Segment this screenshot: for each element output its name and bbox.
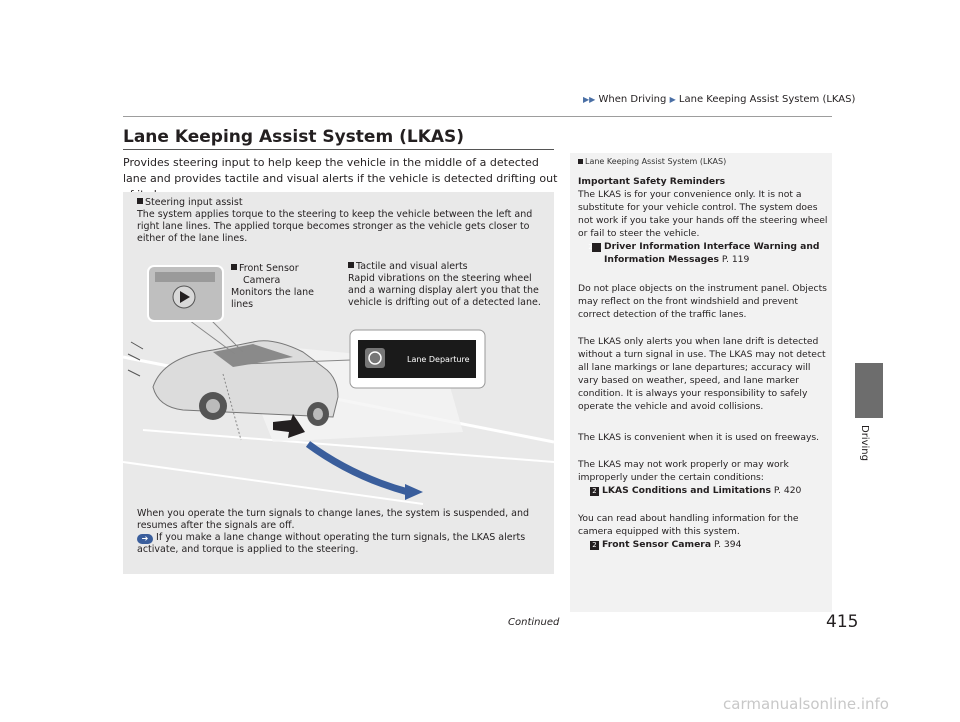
alerts-heading: Tactile and visual alerts: [356, 261, 468, 272]
camera-callout: [231, 263, 326, 311]
note-paragraph: Do not place objects on the instrument panel. Objects may reflect on the front windshield and prevent correct detection of the traffic lanes.: [578, 283, 827, 320]
reference-arrow-icon: 2: [590, 487, 599, 496]
conditions-note: [578, 458, 828, 497]
reference-title[interactable]: Driver Information Interface Warning and Information Messages: [604, 241, 820, 265]
safety-title: Important Safety Reminders: [578, 176, 726, 187]
notes-heading-text: Lane Keeping Assist System (LKAS): [585, 157, 727, 166]
title-divider: [123, 149, 554, 150]
breadcrumb-section[interactable]: When Driving: [598, 94, 667, 105]
notes-heading: [578, 157, 726, 166]
breadcrumb-arrow-icon: ▶▶: [583, 95, 596, 104]
safety-reminders: [578, 175, 828, 266]
header-divider: [123, 116, 832, 117]
reference-page[interactable]: P. 420: [773, 485, 802, 496]
chapter-label: Driving: [859, 425, 870, 461]
turn-signal-text: When you operate the turn signals to change lanes, the system is suspended, and resumes after the signals are off.: [137, 508, 530, 531]
steering-wheel-warning-icon: [365, 348, 385, 368]
camera-note: [578, 512, 828, 551]
alerts-callout: [348, 261, 546, 309]
note-paragraph: The LKAS may not work properly or may work improperly under the certain conditions:: [578, 459, 789, 483]
bullet-square-icon: [348, 262, 354, 268]
turn-signal-icon: ➔: [137, 534, 153, 544]
note-paragraph: The LKAS is convenient when it is used on freeways.: [578, 432, 820, 443]
note-paragraph: The LKAS is for your convenience only. It is not a substitute for your vehicle control. The system does not work if you take your hands off the steering wheel or fail to steer the vehicle.: [578, 189, 828, 239]
cross-reference[interactable]: [590, 538, 828, 551]
steering-heading: Steering input assist: [145, 197, 243, 208]
cross-reference[interactable]: [590, 240, 828, 266]
breadcrumb: [583, 94, 855, 105]
bullet-square-icon: [578, 159, 583, 164]
turn-signal-note: [137, 508, 549, 556]
alerts-text: Rapid vibrations on the steering wheel and a warning display alert you that the vehicle is drifting out of a detected lane.: [348, 273, 541, 308]
camera-heading-2: Camera: [243, 275, 281, 286]
reference-page[interactable]: P. 119: [721, 254, 750, 265]
reference-arrow-icon: 2: [592, 243, 601, 252]
continued-label: Continued: [508, 617, 560, 628]
camera-heading: Front Sensor: [239, 263, 299, 274]
intro-paragraph: Provides steering input to help keep the vehicle in the middle of a detected lane and provides tactile and visual alerts if the vehicle is detected drifting out: [123, 156, 558, 185]
reference-arrow-icon: 2: [590, 541, 599, 550]
cross-reference[interactable]: [590, 484, 828, 497]
steering-arrow-icon: [308, 444, 408, 492]
watermark: carmanualsonline.info: [723, 695, 889, 713]
breadcrumb-arrow-icon: ▶: [669, 95, 676, 104]
note-paragraph: The LKAS only alerts you when lane drift is detected without a turn signal in use. The LKAS may not detect all lane markings or lane departures; accuracy will vary based on weather, speed, and lane marker condition. It is always your responsibility to safely operate the vehicle and avoid collisions.: [578, 336, 826, 412]
bullet-square-icon: [231, 264, 237, 270]
page-title: Lane Keeping Assist System (LKAS): [123, 127, 465, 147]
camera-text: Monitors the lane lines: [231, 287, 315, 310]
chapter-tab[interactable]: [855, 363, 883, 418]
display-label: Lane Departure: [407, 355, 470, 364]
reference-title[interactable]: LKAS Conditions and Limitations: [602, 485, 771, 496]
lane-change-text: If you make a lane change without operating the turn signals, the LKAS alerts activate, and torque is applied to the steering.: [137, 532, 526, 555]
reference-title[interactable]: Front Sensor Camera: [602, 539, 712, 550]
steering-text: The system applies torque to the steering to keep the vehicle between the left and right lane lines. The applied torque becomes stronger as the vehicle gets closer to either of the lane lines.: [137, 209, 533, 244]
reference-page[interactable]: P. 394: [713, 539, 742, 550]
note-paragraph: You can read about handling information for the camera equipped with this system.: [578, 513, 799, 537]
page-number: 415: [826, 612, 859, 632]
breadcrumb-topic[interactable]: Lane Keeping Assist System (LKAS): [678, 94, 856, 105]
